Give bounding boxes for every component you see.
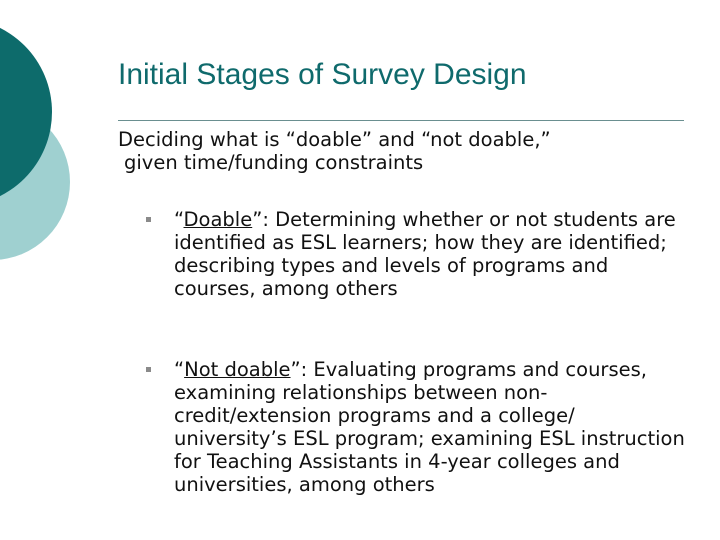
bullet-marker — [146, 367, 151, 372]
bullet-not-doable — [146, 358, 686, 496]
bullet-term: Doable — [183, 208, 253, 231]
bullet-text — [174, 358, 686, 496]
bullet-body: ”: Determining whether or not students are identified as ESL learners; how they are identified; describing types and levels of programs and courses, among others — [174, 208, 676, 300]
lead-paragraph — [118, 128, 698, 174]
lead-line-2: given time/funding constraints — [124, 151, 424, 174]
decorative-circles — [0, 0, 110, 290]
title-divider — [118, 120, 684, 121]
bullet-open-quote: “ — [174, 208, 184, 231]
bullet-text — [174, 208, 686, 300]
bullet-marker — [146, 217, 151, 222]
slide-title: Initial Stages of Survey Design — [118, 58, 527, 91]
bullet-term: Not doable — [184, 358, 291, 381]
bullet-doable — [146, 208, 686, 300]
bullet-open-quote: “ — [174, 358, 185, 381]
lead-line-1: Deciding what is “doable” and “not doable,” — [118, 128, 551, 151]
bullet-body: ”: Evaluating programs and courses, examining relationships between non-credit/extension programs and a college/ university’s ESL program; examining ESL instruction for Teaching Assistants in 4-year colleges and universities, among others — [174, 358, 685, 496]
